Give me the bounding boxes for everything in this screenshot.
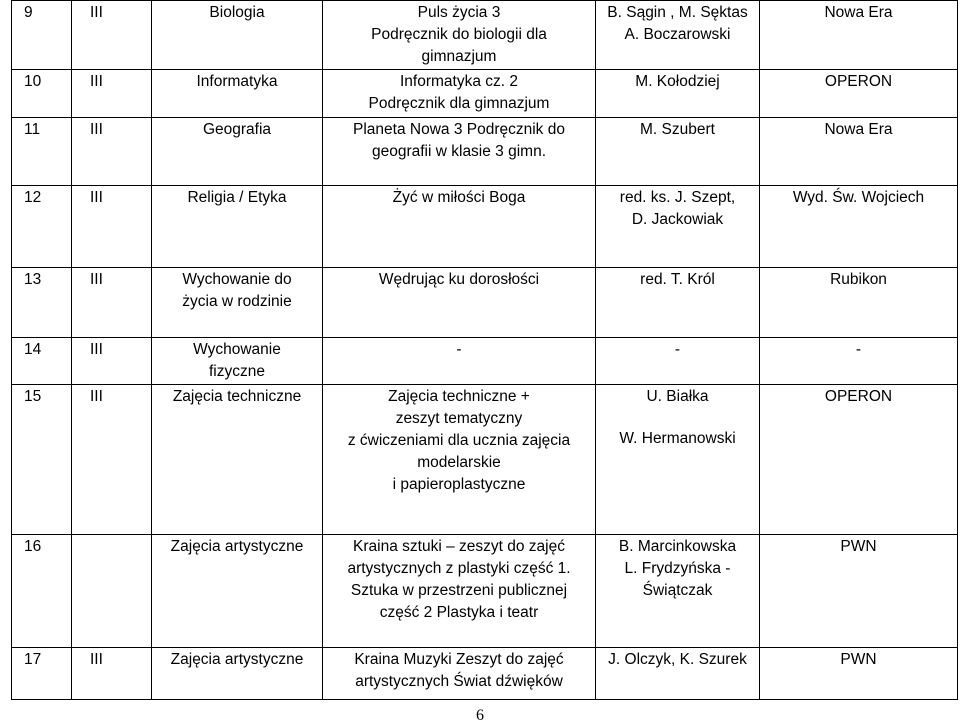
publisher-cell: OPERON [760, 385, 958, 535]
class-cell: III [72, 70, 152, 118]
author-cell: M. Szubert [596, 118, 760, 186]
title-cell: Żyć w miłości Boga [323, 186, 596, 268]
publisher-cell: PWN [760, 535, 958, 648]
title-cell: Puls życia 3 Podręcznik do biologii dla gimnazjum [323, 1, 596, 70]
author-cell: U. Białka W. Hermanowski [596, 385, 760, 535]
table-row [12, 338, 958, 385]
row-number: 10 [12, 70, 72, 118]
row-number: 14 [12, 338, 72, 385]
row-number: 17 [12, 648, 72, 700]
publisher-cell: Nowa Era [760, 1, 958, 70]
class-cell: III [72, 385, 152, 535]
publisher-cell: PWN [760, 648, 958, 700]
publisher-cell: Rubikon [760, 268, 958, 338]
subject-cell: Geografia [152, 118, 323, 186]
title-cell: Zajęcia techniczne + zeszyt tematyczny z ćwiczeniami dla ucznia zajęcia modelarskie i papieroplastyczne [323, 385, 596, 535]
author-cell: red. T. Król [596, 268, 760, 338]
author-cell: - [596, 338, 760, 385]
author-cell: B. Marcinkowska L. Frydzyńska - Świątczak [596, 535, 760, 648]
table-row [12, 535, 958, 648]
author-cell: red. ks. J. Szept, D. Jackowiak [596, 186, 760, 268]
class-cell: III [72, 268, 152, 338]
table-row [12, 648, 958, 700]
author-cell: M. Kołodziej [596, 70, 760, 118]
subject-cell: Zajęcia techniczne [152, 385, 323, 535]
textbook-table [11, 0, 958, 700]
class-cell: III [72, 1, 152, 70]
row-number: 13 [12, 268, 72, 338]
row-number: 12 [12, 186, 72, 268]
author-cell: J. Olczyk, K. Szurek [596, 648, 760, 700]
author-cell: B. Sągin , M. Sęktas A. Boczarowski [596, 1, 760, 70]
title-cell: Kraina Muzyki Zeszyt do zajęć artystycznych Świat dźwięków [323, 648, 596, 700]
class-cell: III [72, 648, 152, 700]
row-number: 15 [12, 385, 72, 535]
subject-cell: Zajęcia artystyczne [152, 535, 323, 648]
table-row [12, 268, 958, 338]
table-row [12, 385, 958, 535]
class-cell: III [72, 338, 152, 385]
class-cell: III [72, 186, 152, 268]
subject-cell: Biologia [152, 1, 323, 70]
table-row [12, 186, 958, 268]
page-number: 6 [476, 707, 484, 724]
table-row [12, 1, 958, 70]
subject-cell: Informatyka [152, 70, 323, 118]
subject-cell: Wychowanie do życia w rodzinie [152, 268, 323, 338]
row-number: 11 [12, 118, 72, 186]
row-number: 9 [12, 1, 72, 70]
subject-cell: Wychowanie fizyczne [152, 338, 323, 385]
subject-cell: Religia / Etyka [152, 186, 323, 268]
class-cell [72, 535, 152, 648]
title-cell: Kraina sztuki – zeszyt do zajęć artystycznych z plastyki część 1. Sztuka w przestrzeni publicznej część 2 Plastyka i teatr [323, 535, 596, 648]
publisher-cell: - [760, 338, 958, 385]
publisher-cell: Wyd. Św. Wojciech [760, 186, 958, 268]
subject-cell: Zajęcia artystyczne [152, 648, 323, 700]
title-cell: Informatyka cz. 2 Podręcznik dla gimnazjum [323, 70, 596, 118]
title-cell: Planeta Nowa 3 Podręcznik do geografii w klasie 3 gimn. [323, 118, 596, 186]
table-row [12, 118, 958, 186]
row-number: 16 [12, 535, 72, 648]
table-row [12, 70, 958, 118]
class-cell: III [72, 118, 152, 186]
title-cell: - [323, 338, 596, 385]
publisher-cell: Nowa Era [760, 118, 958, 186]
title-cell: Wędrując ku dorosłości [323, 268, 596, 338]
publisher-cell: OPERON [760, 70, 958, 118]
